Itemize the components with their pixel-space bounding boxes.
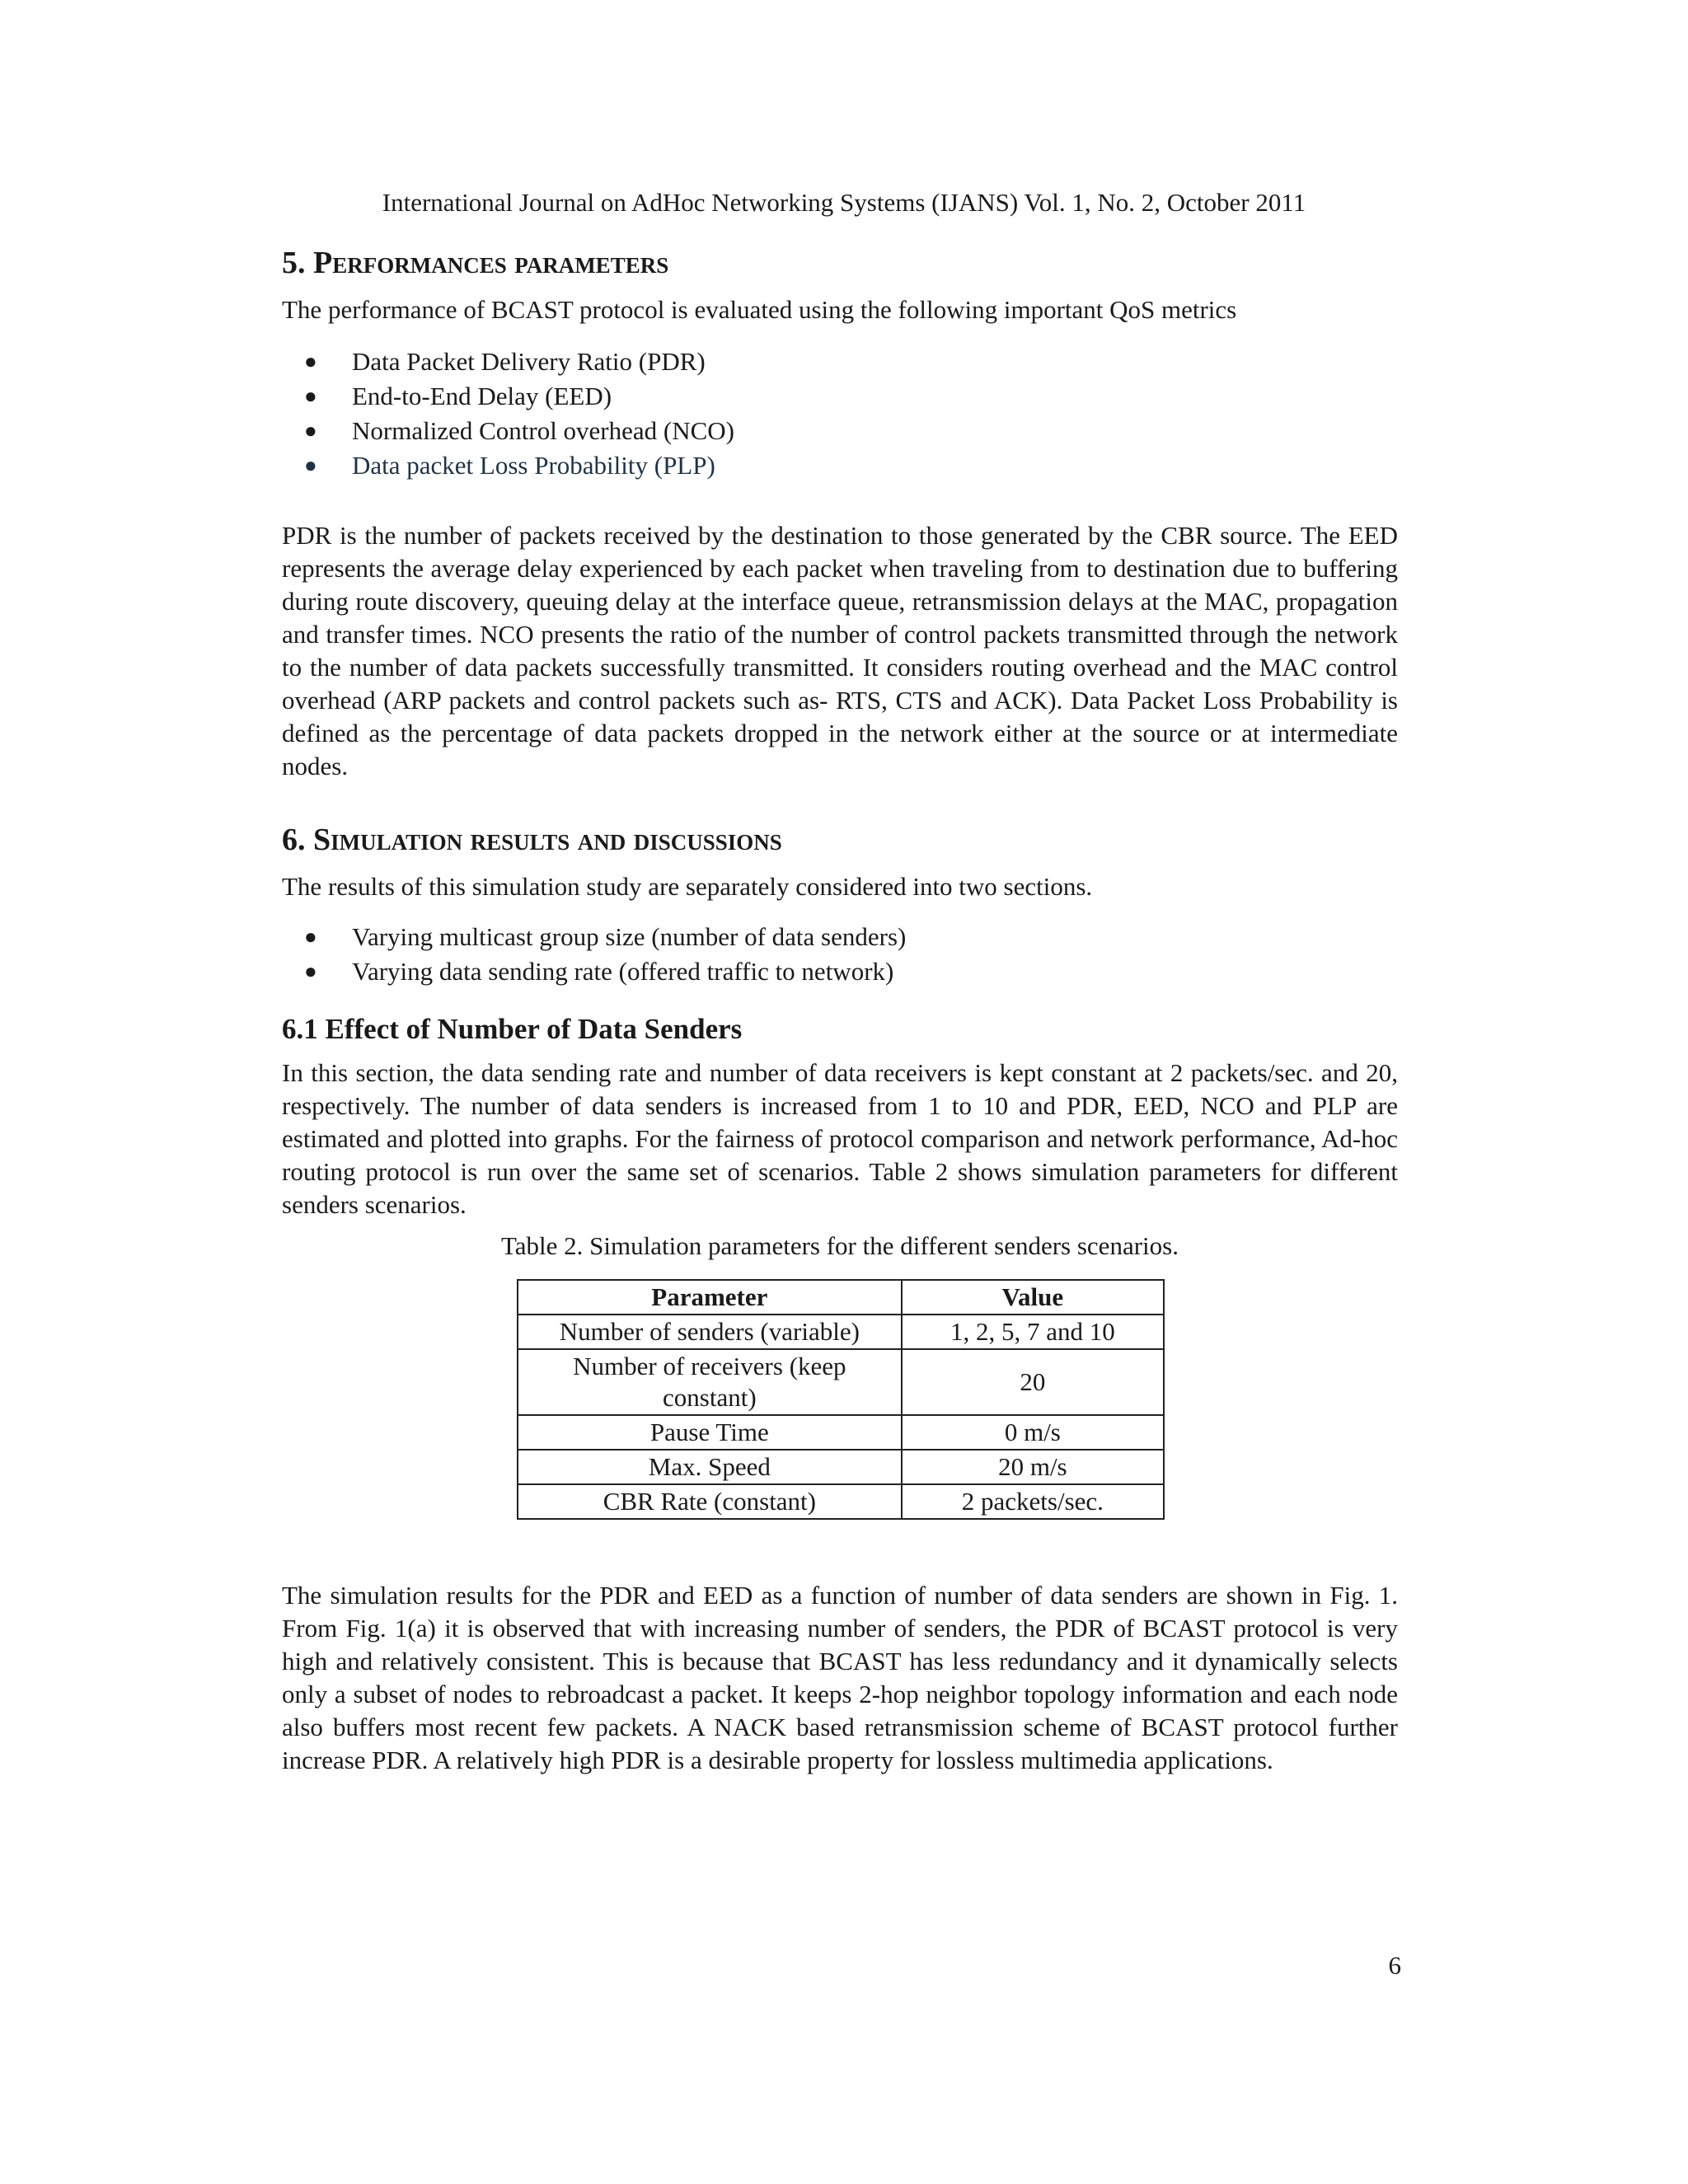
section-5-heading (282, 242, 1398, 284)
list-item-text: Normalized Control overhead (NCO) (352, 416, 735, 445)
bullet-icon: ● (304, 453, 317, 477)
table-cell: Number of senders (variable) (518, 1315, 902, 1349)
table-cell: 1, 2, 5, 7 and 10 (902, 1315, 1164, 1349)
bullet-icon: ● (304, 349, 317, 373)
subsection-6-1-paragraph: In this section, the data sending rate and number of data receivers is kept constant at 2 packets/sec. and 20, respectively. The number of data senders is increased from 1 to 10 and PDR, EED, NCO and PLP are estimated and plotted into graphs. For the fairness of protocol comparison and network performance, Ad-hoc routing protocol is run over the same set of scenarios. Table 2 shows simulation parameters for different senders scenarios. (282, 1058, 1398, 1219)
table-row (518, 1484, 1164, 1519)
table-row (518, 1450, 1164, 1484)
table-cell: 2 packets/sec. (902, 1484, 1164, 1519)
list-item-text: End-to-End Delay (EED) (352, 382, 612, 410)
section-5-number: 5. (282, 246, 313, 280)
page-content (282, 241, 1398, 1777)
section-5-paragraph: PDR is the number of packets received by the destination to those generated by the CBR source. The EED represents the average delay experienced by each packet when traveling from to destination due to buffering during route discovery, queuing delay at the interface queue, retransmission delays at the MAC, propagation and transfer times. NCO presents the ratio of the number of control packets transmitted through the network to the number of data packets successfully transmitted. It considers routing overhead and the MAC control overhead (ARP packets and control packets such as- RTS, CTS and ACK). Data Packet Loss Probability is defined as the percentage of data packets dropped in the network either at the source or at intermediate nodes. (282, 521, 1398, 780)
section-6-intro: The results of this simulation study are separately considered into two sections. (282, 872, 1093, 901)
table-cell: CBR Rate (constant) (518, 1484, 902, 1519)
section-6-number: 6. (282, 823, 313, 857)
table-header-cell: Value (902, 1280, 1164, 1315)
list-item (282, 414, 1398, 448)
table-header-row (518, 1280, 1164, 1315)
table-cell: 0 m/s (902, 1415, 1164, 1450)
table-cell: 20 m/s (902, 1450, 1164, 1484)
table-row (518, 1315, 1164, 1349)
section-6-heading (282, 819, 1398, 860)
page-number: 6 (1388, 1951, 1401, 1980)
results-sections-list (282, 920, 1398, 989)
table-cell: Pause Time (518, 1415, 902, 1450)
table-cell: Max. Speed (518, 1450, 902, 1484)
table-header-cell: Parameter (518, 1280, 902, 1315)
list-item-text: Varying multicast group size (number of data senders) (352, 922, 907, 951)
section-5-title: Performances parameters (313, 246, 669, 280)
table-caption: Table 2. Simulation parameters for the different senders scenarios. (501, 1231, 1179, 1260)
qos-metrics-list (282, 344, 1398, 483)
subsection-6-1-paragraph-2: The simulation results for the PDR and EED as a function of number of data senders are shown in Fig. 1. From Fig. 1(a) it is observed that with increasing number of senders, the PDR of BCAST protocol is very high and relatively consistent. This is because that BCAST has less redundancy and it dynamically selects only a subset of nodes to rebroadcast a packet. It keeps 2-hop neighbor topology information and each node also buffers most recent few packets. A NACK based retransmission scheme of BCAST protocol further increase PDR. A relatively high PDR is a desirable property for lossless multimedia applications. (282, 1581, 1398, 1774)
list-item (282, 379, 1398, 414)
list-item (282, 954, 1398, 989)
table-cell: 20 (902, 1349, 1164, 1415)
bullet-icon: ● (304, 925, 317, 949)
bullet-icon: ● (304, 384, 317, 408)
table-row (518, 1415, 1164, 1450)
simulation-parameters-table (517, 1279, 1165, 1520)
bullet-icon: ● (304, 959, 317, 983)
section-5-intro: The performance of BCAST protocol is evaluated using the following important QoS metrics (282, 295, 1237, 324)
table-row (518, 1349, 1164, 1415)
list-item-text: Varying data sending rate (offered traffic to network) (352, 957, 894, 986)
running-header: International Journal on AdHoc Networking Systems (IJANS) Vol. 1, No. 2, October 2011 (382, 188, 1306, 217)
list-item (282, 920, 1398, 954)
list-item-text: Data packet Loss Probability (PLP) (352, 451, 715, 480)
bullet-icon: ● (304, 419, 317, 443)
section-6-title: Simulation results and discussions (313, 823, 782, 857)
subsection-6-1-heading: 6.1 Effect of Number of Data Senders (282, 1013, 743, 1045)
list-item (282, 344, 1398, 379)
table-cell: Number of receivers (keep constant) (518, 1349, 902, 1415)
list-item-text: Data Packet Delivery Ratio (PDR) (352, 347, 706, 376)
list-item (282, 448, 1398, 483)
